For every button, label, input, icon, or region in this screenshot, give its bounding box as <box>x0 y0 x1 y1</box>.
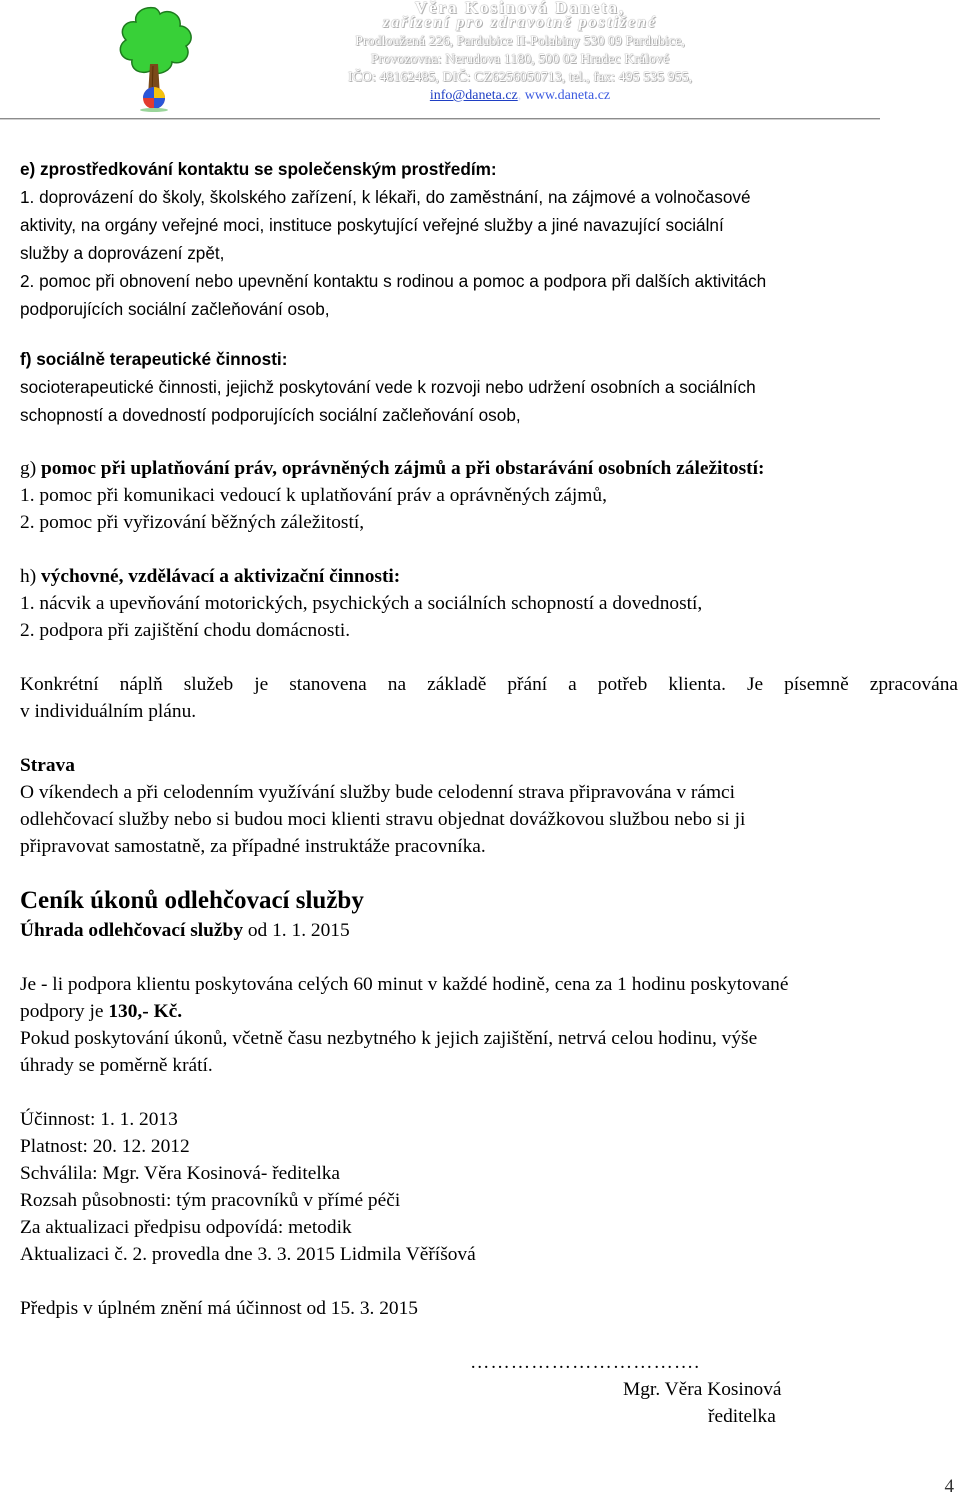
website-link[interactable]: www.daneta.cz <box>524 88 611 103</box>
platnost: Platnost: 20. 12. 2012 <box>20 1136 190 1157</box>
schvalila: Schválila: Mgr. Věra Kosinová- ředitelka <box>20 1163 341 1184</box>
tree-logo-icon <box>112 4 198 112</box>
strava-line2: odlehčovací služby nebo si budou moci klienti stravu objednat dovážkovou službou nebo si ji <box>20 809 746 830</box>
section-e-heading: e) zprostředkování kontaktu se společenským prostředím: <box>20 159 497 179</box>
content-note-line1: Konkrétní náplň služeb je stanovena na základě přání a potřeb klienta. Je písemně zpracována <box>20 674 958 695</box>
section-e-item2-line1: 2. pomoc při obnovení nebo upevnění kontaktu s rodinou a pomoc a podpora při dalších aktivitách <box>20 271 767 291</box>
cenik-p1-line1: Je - li podpora klientu poskytována celých 60 minut v každé hodině, cena za 1 hodinu poskytované <box>20 974 789 995</box>
signature-role: ředitelka <box>708 1406 776 1427</box>
contact-links <box>250 88 790 104</box>
page-number: 4 <box>944 1476 954 1497</box>
section-h-prefix: h) <box>20 566 37 587</box>
cenik-p1-line2 <box>20 999 182 1025</box>
signature-name: Mgr. Věra Kosinová <box>623 1379 782 1400</box>
section-h-item2: 2. podpora při zajištění chodu domácnosti. <box>20 620 351 641</box>
company-subtitle: zařízení pro zdravotně postižené <box>382 14 658 31</box>
cenik-title: Ceník úkonů odlehčovací služby <box>20 887 364 914</box>
strava-line1: O víkendech a při celodenním využívání služby bude celodenní strava připravována v rámci <box>20 782 736 803</box>
section-f-heading: f) sociálně terapeutické činnosti: <box>20 349 288 369</box>
section-g-heading-line <box>20 456 764 482</box>
cenik-price: 130,- Kč. <box>108 1001 183 1022</box>
section-h-item1: 1. nácvik a upevňování motorických, psychických a sociálních schopností a dovedností, <box>20 593 703 614</box>
header-divider <box>0 118 880 119</box>
cenik-subtitle <box>20 918 350 944</box>
cenik-subtitle-bold: Úhrada odlehčovací služby <box>20 920 244 941</box>
aktualizace-odpovida: Za aktualizaci předpisu odpovídá: metodik <box>20 1217 352 1238</box>
company-name: Věra Kosinová Daneta, <box>414 0 626 17</box>
cenik-p2-line2: úhrady se poměrně krátí. <box>20 1055 213 1076</box>
content-note-line2: v individuálním plánu. <box>20 701 197 722</box>
strava-line3: připravovat samostatně, za případné instruktáže pracovníka. <box>20 836 486 857</box>
section-h-heading-line <box>20 564 400 590</box>
section-e-item1-line3: služby a doprovázení zpět, <box>20 243 225 263</box>
section-e-item1-line1: 1. doprovázení do školy, školského zařízení, k lékaři, do zaměstnání, na zájmové a volnočasové <box>20 187 751 207</box>
section-h-heading: výchovné, vzdělávací a aktivizační činnosti: <box>41 566 401 587</box>
email-link[interactable]: info@daneta.cz <box>429 88 518 103</box>
section-e-item1-line2: aktivity, na orgány veřejné moci, instituce poskytující veřejné služby a jiné navazující sociální <box>20 215 724 235</box>
predpis-ucinnost: Předpis v úplném znění má účinnost od 15. 3. 2015 <box>20 1298 419 1319</box>
link-separator: , <box>517 88 522 103</box>
section-f-line1: socioterapeutické činnosti, jejichž poskytování vede k rozvoji nebo udržení osobních a sociálních <box>20 377 756 397</box>
letterhead <box>0 0 960 124</box>
cenik-p1-line2-start: podpory je <box>20 1001 109 1022</box>
company-ids: IČO: 48162485, DIČ: CZ6256050713, tel., fax: 495 535 955, <box>347 70 693 85</box>
section-e-item2-line2: podporujících sociální začleňování osob, <box>20 299 330 319</box>
signature-line: ……………………………. <box>470 1352 701 1373</box>
section-g-item1: 1. pomoc při komunikaci vedoucí k uplatňování práv a oprávněných zájmů, <box>20 485 607 506</box>
section-f-line2: schopností a dovedností podporujících sociální začleňování osob, <box>20 405 521 425</box>
aktualizace: Aktualizaci č. 2. provedla dne 3. 3. 2015 Lidmila Věříšová <box>20 1244 476 1265</box>
strava-heading: Strava <box>20 755 75 776</box>
section-g-heading: pomoc při uplatňování práv, oprávněných zájmů a při obstarávání osobních záležitostí: <box>41 458 765 479</box>
cenik-p2-line1: Pokud poskytování úkonů, včetně času nezbytného k jejich zajištění, netrvá celou hodinu, výše <box>20 1028 758 1049</box>
company-branch: Provozovna: Nerudova 1180, 500 02 Hradec Králové <box>370 52 670 67</box>
company-address: Prodloužená 226, Pardubice II-Polabiny 530 09 Pardubice, <box>355 34 685 49</box>
section-g-prefix: g) <box>20 458 37 479</box>
ucinnost: Účinnost: 1. 1. 2013 <box>20 1109 178 1130</box>
cenik-subtitle-date: od 1. 1. 2015 <box>243 920 350 941</box>
section-g-item2: 2. pomoc při vyřizování běžných záležitostí, <box>20 512 365 533</box>
rozsah-pusobnosti: Rozsah působnosti: tým pracovníků v přímé péči <box>20 1190 401 1211</box>
